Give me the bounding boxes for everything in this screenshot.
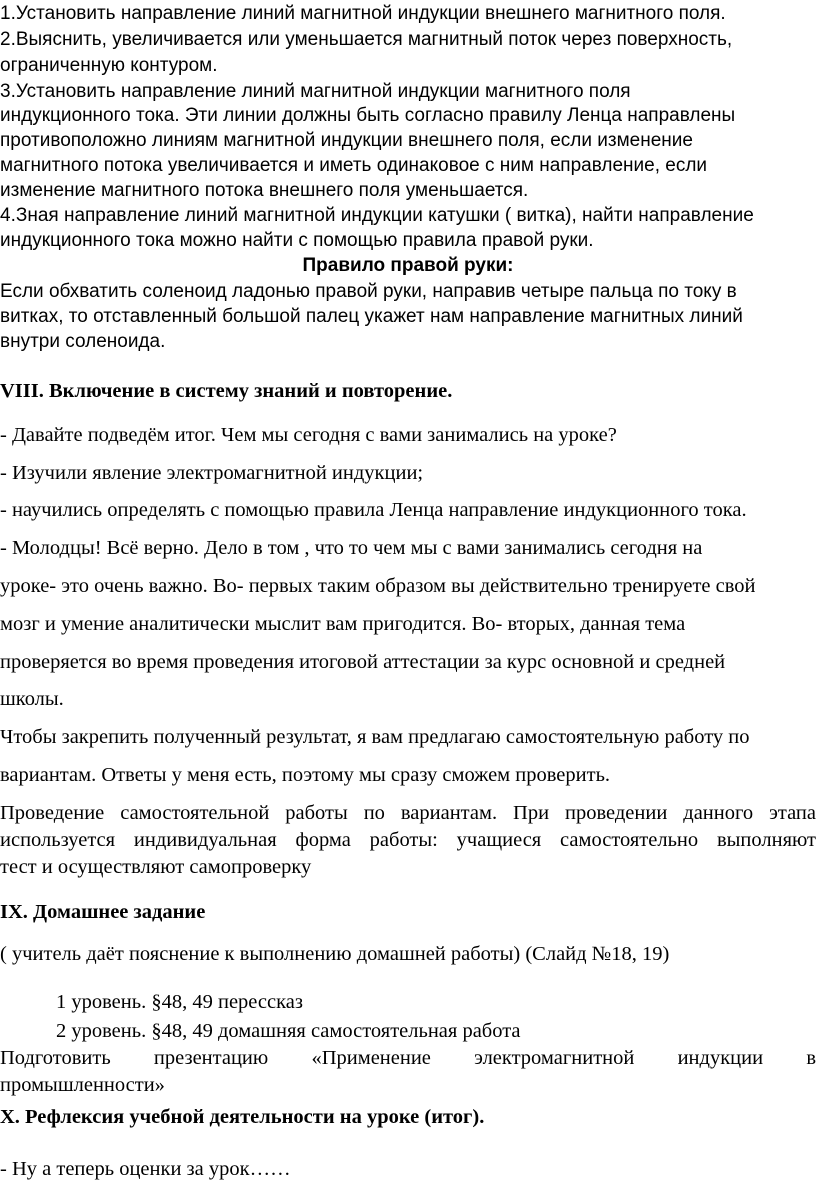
paragraph-line: вариантам. Ответы у меня есть, поэтому мы сразу сможем проверить. [0, 764, 611, 786]
step-4-line-cont: индукционного тока можно найти с помощью правила правой руки. [0, 230, 594, 251]
paragraph-line: - Давайте подведём итог. Чем мы сегодня с вами занимались на уроке? [0, 424, 617, 446]
right-hand-rule-text: внутри соленоида. [0, 331, 166, 352]
paragraph-line: уроке- это очень важно. Во- первых таким образом вы действительно тренируете свой [0, 575, 756, 597]
paragraph-line: промышленности» [0, 1074, 165, 1096]
step-1-line: 1.Установить направление линий магнитной индукции внешнего магнитного поля. [0, 3, 726, 24]
right-hand-rule-text: витках, то отставленный большой палец укажет нам направление магнитных линий [0, 306, 743, 327]
section-ix-heading: IX. Домашнее задание [0, 901, 206, 923]
paragraph-line: используется индивидуальная форма работы: учащиеся самостоятельно выполняют [0, 829, 816, 851]
right-hand-rule-heading: Правило правой руки: [302, 255, 514, 276]
paragraph-line: Чтобы закрепить полученный результат, я вам предлагаю самостоятельную работу по [0, 726, 750, 748]
step-3-line: 3.Установить направление линий магнитной индукции магнитного поля [0, 81, 631, 102]
step-2-line-cont: ограниченную контуром. [0, 55, 218, 76]
paragraph-line: тест и осуществляют самопроверку [0, 856, 312, 878]
paragraph-line: школы. [0, 688, 64, 710]
section-x-heading: X. Рефлексия учебной деятельности на уроке (итог). [0, 1106, 485, 1128]
step-3-line-cont: индукционного тока. Эти линии должны быть согласно правилу Ленца направлены [0, 105, 736, 126]
step-3-line-cont: противоположно линиям магнитной индукции внешнего поля, если изменение [0, 130, 693, 151]
step-3-line-cont: магнитного потока увеличивается и иметь одинаковое с ним направление, если [0, 155, 708, 176]
section-viii-heading: VIII. Включение в систему знаний и повторение. [0, 380, 453, 402]
paragraph-line: Подготовить презентацию «Применение электромагнитной индукции в [0, 1047, 816, 1069]
step-2-line: 2.Выяснить, увеличивается или уменьшается магнитный поток через поверхность, [0, 29, 733, 50]
step-4-line: 4.Зная направление линий магнитной индукции катушки ( витка), найти направление [0, 205, 754, 226]
paragraph-line: - Ну а теперь оценки за урок…… [0, 1158, 291, 1180]
step-3-line-cont: изменение магнитного потока внешнего поля уменьшается. [0, 180, 529, 201]
paragraph-line: мозг и умение аналитически мыслит вам пригодится. Во- вторых, данная тема [0, 613, 686, 635]
homework-level-1: 1 уровень. §48, 49 перессказ [56, 991, 303, 1013]
paragraph-line: - Молодцы! Всё верно. Дело в том , что то чем мы с вами занимались сегодня на [0, 537, 703, 559]
paragraph-line: - научились определять с помощью правила Ленца направление индукционного тока. [0, 499, 747, 521]
paragraph-line: - Изучили явление электромагнитной индукции; [0, 462, 424, 484]
paragraph-line: проверяется во время проведения итоговой аттестации за курс основной и средней [0, 651, 726, 673]
homework-level-2: 2 уровень. §48, 49 домашняя самостоятельная работа [56, 1020, 521, 1042]
paragraph-line: ( учитель даёт пояснение к выполнению домашней работы) (Слайд №18, 19) [0, 943, 670, 965]
paragraph-line: Проведение самостоятельной работы по вариантам. При проведении данного этапа [0, 802, 816, 824]
right-hand-rule-text: Если обхватить соленоид ладонью правой руки, направив четыре пальца по току в [0, 281, 737, 302]
